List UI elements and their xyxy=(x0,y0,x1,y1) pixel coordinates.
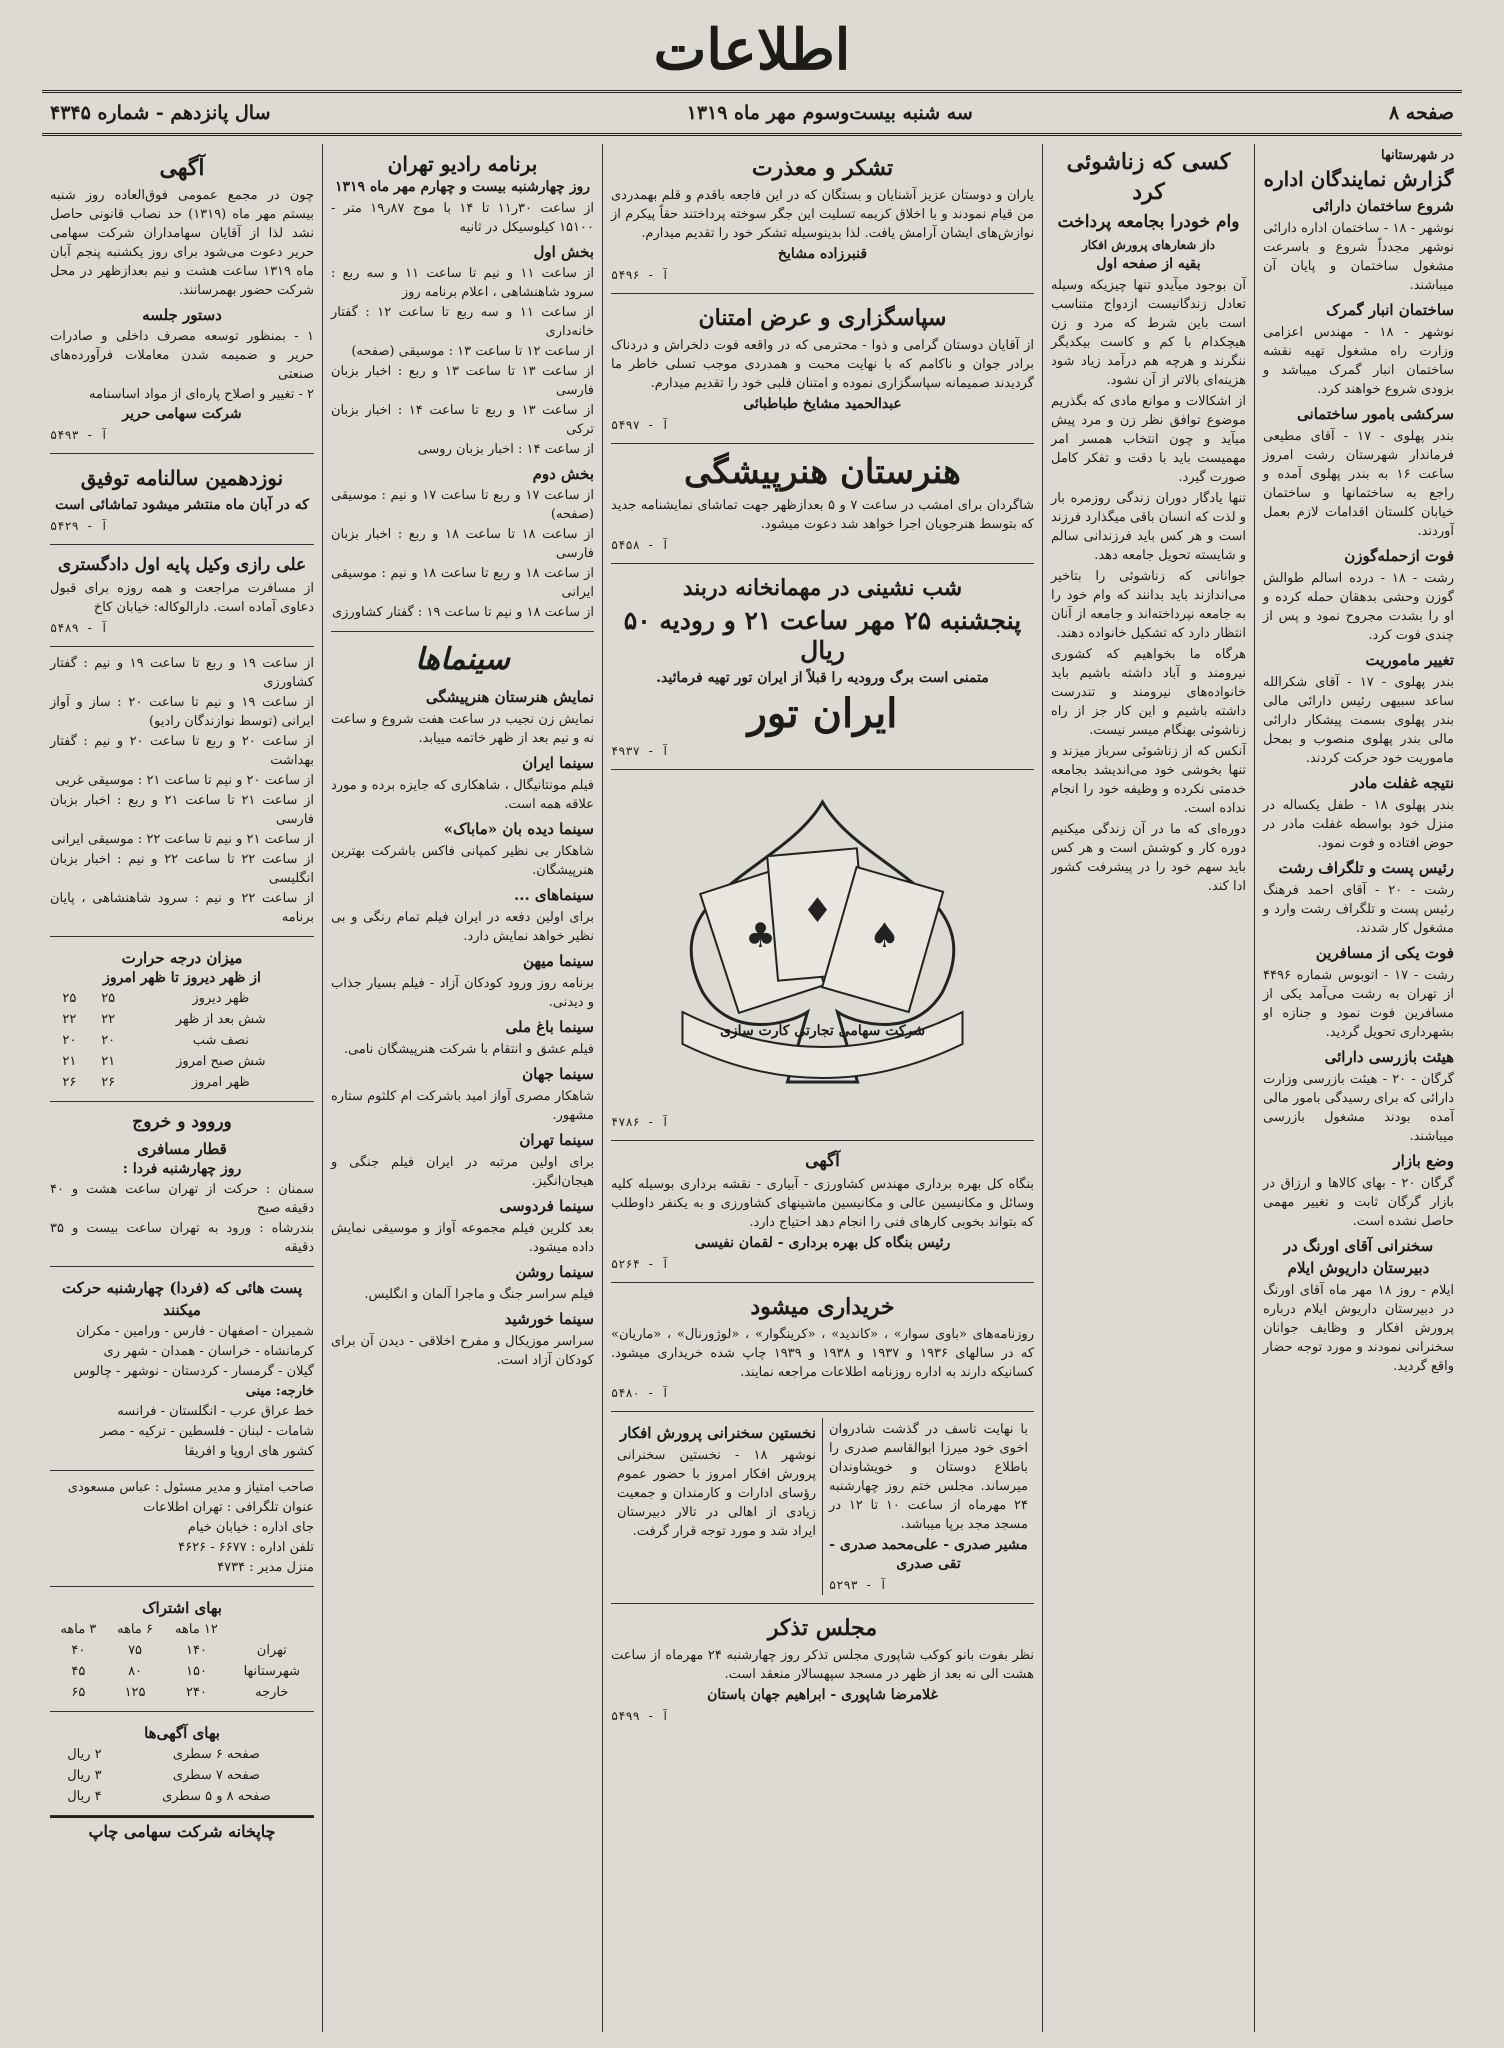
provinces-item: فوت ازحمله‌گوزن رشت - ۱۸ - درده اسالم طوالش گوزن وحشی بدهقان حمله کرده و او را بشدت مجروح نمود و پس از چندی فوت کرد. xyxy=(1263,547,1454,643)
subscription-table xyxy=(50,1619,314,1703)
publisher-box: صاحب امتیاز و مدیر مسئول : عباس مسعودی عنوان تلگرافی : تهران اطلاعات جای اداره : خیابان خیام تلفن اداره : ۶۶۷۷ - ۴۶۲۶ منزل مدیر : ۴۷۳۴ xyxy=(50,1471,314,1587)
table-cell: ۴۵ xyxy=(71,1664,86,1679)
table-row xyxy=(50,1682,314,1703)
ad-almanac: نوزدهمین سالنامه توفیق که در آبان ماه منتشر میشود تماشائی است آ - ۵۴۲۹ xyxy=(50,454,314,545)
table-row xyxy=(50,988,314,1009)
radio-line: از ساعت ۱۱ و سه ربع تا ساعت ۱۲ : گفتار خانه‌داری xyxy=(331,305,594,339)
provinces-item: فوت یکی از مسافرین رشت - ۱۷ - اتوبوس شماره ۴۴۹۶ از تهران به رشت می‌آمد یکی از مسافرین فوت نمود و جنازه او بشهرداری تحویل گردید. xyxy=(1263,944,1455,1040)
radio-line: از ساعت ۱۳ و ربع تا ساعت ۱۴ : اخبار بزبان ترکی xyxy=(331,403,594,437)
spade-icon: ♠ xyxy=(869,916,900,956)
radio-cinema-column xyxy=(322,144,602,2032)
table-cell: ۶ ماهه xyxy=(117,1622,153,1637)
table-cell: ۲۶ xyxy=(101,1075,116,1090)
cinema-item: سینما ایران فیلم مونتانیگال ، شاهکاری که جایزه برده و مورد علاقه همه است. xyxy=(331,754,594,812)
cinema-item: سینما دیده بان «ماباک» شاهکار بی نظیر کمپانی فاکس باشرکت بهترین هنرپیشگان. xyxy=(331,820,594,878)
table-cell: ۲۶ xyxy=(62,1075,77,1090)
provinces-item: رئیس پست و تلگراف رشت رشت - ۲۰ - آقای احمد فرهنگ رئیس پست و تلگراف رشت وارد و مشغول کار شدند. xyxy=(1263,859,1454,936)
radio-program-continued xyxy=(50,647,314,937)
article-subhead: وام خودرا بجامعه پرداخت xyxy=(1057,212,1240,232)
table-cell: ۲ ریال xyxy=(67,1747,102,1762)
table-cell: ۲۰ xyxy=(101,1033,116,1048)
table-cell: ظهر امروز xyxy=(191,1075,250,1090)
table-cell: ۸۰ xyxy=(128,1664,143,1679)
ad-iran-tour: شب نشینی در مهمانخانه دربند پنجشنبه ۲۵ مهر ساعت ۲۱ و رودیه ۵۰ ریال متمنی است برگ ورودیه را قبلاً از ایران تور تهیه فرمائید. ایران تور آ - ۴۹۳۷ xyxy=(611,564,1034,770)
article-paragraph: دوره‌ای که ما در آن زندگی میکنیم دوره کار و کوشش است و هر کس باید سهم خود را در پیشرفت کشور ادا کند. xyxy=(1051,822,1246,894)
masthead-title: اطلاعات xyxy=(653,17,851,83)
cinema-item: سینما فردوسی بعد کلرین فیلم مجموعه آواز و موسیقی نمایش داده میشود. xyxy=(331,1197,594,1255)
radio-line: از ساعت ۱۲ تا ساعت ۱۳ : موسیقی (صفحه) xyxy=(351,344,594,359)
ad-rates-table xyxy=(50,1744,314,1807)
table-row xyxy=(50,1744,314,1765)
cinema-item: نمایش هنرستان هنرپیشگی نمایش زن نجیب در ساعت هفت شروع و ساعت نه و نیم بعد از ظهر خاتمه مییابد. xyxy=(331,688,594,746)
club-icon: ♣ xyxy=(745,916,776,956)
cinema-item: سینما روشن فیلم سراسر جنگ و ماجرا آلمان و انگلیس. xyxy=(364,1263,594,1302)
table-row xyxy=(50,1030,314,1051)
table-cell: ۳ ماهه xyxy=(60,1622,97,1637)
article-paragraph: آنکس که از زناشوئی سرباز میزند و تنها بخوشی خود می‌اندیشد بجامعه خدمتی نکرده و وظیفه خود را انجام نداده است. xyxy=(1051,744,1246,816)
table-cell: تهران xyxy=(256,1643,287,1658)
provinces-item: هیئت بازرسی دارائی گرگان - ۲۰ - هیئت بازرسی وزارت دارائی که برای رسیدگی بامور مالی آمده بودند مشغول بازرسی میباشند. xyxy=(1263,1048,1454,1144)
left-sidebar xyxy=(42,144,322,2032)
radio-line: از ساعت ۱۸ و نیم تا ساعت ۱۹ : گفتار کشاورزی xyxy=(331,605,594,620)
table-cell: ۴ ریال xyxy=(67,1789,102,1804)
table-cell: شهرستانها xyxy=(243,1664,300,1679)
diamond-icon: ♦ xyxy=(802,891,833,931)
table-row xyxy=(50,1661,314,1682)
table-cell: شش صبح امروز xyxy=(176,1054,266,1069)
table-cell: ۲۴۰ xyxy=(185,1685,207,1700)
table-cell: ۲۵ xyxy=(62,991,77,1006)
article-continued: بقیه از صفحه اول xyxy=(1096,256,1201,272)
table-cell: ۶۵ xyxy=(71,1685,86,1700)
page-number: صفحه ۸ xyxy=(1388,102,1454,124)
radio-line: از ساعت ۱۷ و ربع تا ساعت ۱۷ و نیم : موسیقی (صفحه) xyxy=(331,488,594,522)
radio-line: از ساعت ۲۰ و ربع تا ساعت ۲۰ و نیم : گفتار بهداشت xyxy=(50,734,315,768)
radio-line: از ساعت ۲۱ و نیم تا ساعت ۲۲ : موسیقی ایرانی xyxy=(51,832,314,847)
table-cell: ۱۴۰ xyxy=(185,1643,207,1658)
column-left xyxy=(42,144,602,2032)
provinces-item: شروع ساختمان دارائی نوشهر - ۱۸ - ساختمان اداره دارائی نوشهر مجدداً شروع و باسرعت مشغول ساختمان و پایان آن میباشند. xyxy=(1263,197,1454,293)
ad-silk-company: آگهی چون در مجمع عمومی فوق‌العاده روز شنبه بیستم مهر ماه (۱۳۱۹) حد نصاب قانونی حاصل نشد لذا از آقایان سهامداران شرکت سهامی حریر دعوت می‌شود برای روز یکشنبه پنجم آبان ماه ۱۳۱۹ ساعت هشت و نیم بعدازظهر در محل شرکت حضور بهمرسانند. دستور جلسه ۱ - بمنظور توسعه مصرف داخلی و صادرات حریر و ضمیمه شدن معاملات فرآورده‌های صنعتی ۲ - تغییر و اصلاح پاره‌ای از مواد اساسنامه شرکت سهامی حریر آ - ۵۴۹۳ xyxy=(50,144,314,454)
table-cell: ۲۵ xyxy=(101,991,116,1006)
radio-line: از ساعت ۱۴ : اخبار بزبان روسی xyxy=(417,442,594,457)
provinces-item: ساختمان انبار گمرک نوشهر - ۱۸ - مهندس اعزامی وزارت راه مشغول تهیه نقشه ساختمان انبار گمرک میباشد و بزودی شروع خواهند کرد. xyxy=(1263,301,1454,397)
provinces-item: نتیجه غفلت مادر بندر پهلوی ۱۸ - طفل یکساله در منزل خود بواسطه غفلت مادر در حوض افتاده و فوت نمود. xyxy=(1263,774,1454,851)
cinema-item: سینماهای ... برای اولین دفعه در ایران فیلم تمام رنگی و بی نظیر خواهد نمایش دارد. xyxy=(331,886,594,944)
radio-line: از ساعت ۱۳ تا ساعت ۱۳ و ربع : اخبار بزبان فارسی xyxy=(331,364,594,398)
travel-box: وروود و خروج قطار مسافری روز چهارشنبه فردا : سمنان : حرکت از تهران ساعت هشت و ۴۰ دقیقه صبح بندرشاه : ورود به تهران ساعت بیست و ۳۵ دقیقه xyxy=(50,1102,314,1267)
ad-drama-school: هنرستان هنرپیشگی شاگردان برای امشب در ساعت ۷ و ۵ بعدازظهر جهت تماشای نمایشنامه جدید که بتوسط هنرجویان اجرا خواهد شد دعوت میشود. آ - ۵۴۵۸ xyxy=(611,444,1034,564)
table-cell: شش بعد از ظهر xyxy=(175,1012,266,1027)
radio-line: از ساعت ۱۸ تا ساعت ۱۸ و ربع : اخبار بزبان فارسی xyxy=(331,527,594,561)
post-box: پست هائی که (فردا) چهارشنبه حرکت میکنند شمیران - اصفهان - فارس - ورامین - مکران کرمانشاه - خراسان - همدان - شهر ری گیلان - گرمسار - کردستان - نوشهر - چالوس خارجه: مینی خط عراق عرب - انگلستان - فرانسه شامات - لبنان - فلسطین - ترکیه - مصر کشور های اروپا و افریقا xyxy=(50,1267,314,1471)
table-cell: ۲۲ xyxy=(62,1012,77,1027)
column-provinces xyxy=(1254,144,1462,2032)
table-cell: نصف شب xyxy=(192,1033,249,1048)
article-paragraph: جوانانی که زناشوئی را بتاخیر می‌اندازند باید بدانند که وام خود را به جامعه نپرداخته‌اند و جامعه از آنان انتظار دارد که تشکیل خانواده دهند. xyxy=(1051,569,1246,641)
ad-condolence: با نهایت تاسف در گذشت شادروان اخوی خود میرزا ابوالقاسم صدری را باطلاع دوستان و خویشاوندان میرساند. مجلس ختم روز چهارشنبه ۲۴ مهرماه از ساعت ۱۰ تا ۱۲ در مسجد مجد برپا میباشد. مشیر صدری - علی‌محمد صدری - تقی صدری آ - ۵۲۹۳ xyxy=(829,1422,1028,1592)
cinema-heading: سینماها xyxy=(415,642,510,677)
table-cell: ۲۰ xyxy=(62,1033,77,1048)
provinces-item: سخنرانی آقای اورنگ در دبیرستان داریوش ایلام ایلام - روز ۱۸ مهر ماه آقای اورنگ در دبیرستان داریوش ایلام درباره پرورش افکار و وظایف جوانان سخنرانی نمودند و مورد توجه حضار واقع گردید. xyxy=(1263,1237,1454,1374)
card-ad-banner-text: شرکت سهامی تجارتی کارت سازی xyxy=(719,1023,926,1039)
table-row xyxy=(50,1619,314,1640)
table-cell: ۱۲ ماهه xyxy=(175,1622,218,1637)
radio-line: از ساعت ۲۱ تا ساعت ۲۱ و ربع : اخبار بزبان فارسی xyxy=(50,793,314,827)
table-row xyxy=(50,1009,314,1030)
table-cell: صفحه ۸ و ۵ سطری xyxy=(162,1789,271,1804)
lecture-news: نخستین سخنرانی پرورش افکار نوشهر ۱۸ - نخستین سخنرانی پرورش افکار امروز با حضور عموم رؤسای ادارات و کارمندان و جمعیت زیادی از اهالی در تالار دبیرستان ایراد شد و مورد توجه قرار گرفت. xyxy=(611,1418,823,1595)
table-row xyxy=(50,1640,314,1661)
cinema-item: سینما خورشید سراسر موزیکال و مفرح اخلاقی - دیدن آن برای کودکان آزاد است. xyxy=(331,1310,594,1368)
section-label: در شهرستانها xyxy=(1381,148,1454,163)
ad-gratitude: سپاسگزاری و عرض امتنان از آقایان دوستان گرامی و ذوا - محترمی که در واقعه فوت دلخراش و دردناک برادر جوان و ناکامم که با نهایت محبت و همدردی موجب تسلی خاطر ما گردیدند صمیمانه سپاسگزاری نموده و امتنان قلبی خود را تقدیم میدارم. عبدالحمید مشایخ طباطبائی آ - ۵۴۹۷ xyxy=(611,294,1034,444)
table-cell: ۱۵۰ xyxy=(185,1664,207,1679)
ad-purchase: خریداری میشود روزنامه‌های «باوی سوار» ، «کاندید» ، «کرینگوار» ، «لوژورنال» ، «ماریان» که در سالهای ۱۹۳۶ و ۱۹۳۷ و ۱۹۳۸ و ۱۹۳۹ چاپ شده خریداری میشود. کسانیکه دارند به اداره روزنامه اطلاعات مراجعه نمایند. آ - ۵۴۸۰ xyxy=(611,1283,1034,1412)
ad-condolence-row xyxy=(611,1412,1034,1604)
table-cell: ۳ ریال xyxy=(67,1768,102,1783)
table-cell: ۲۱ xyxy=(101,1054,116,1069)
table-cell: ۱۲۵ xyxy=(124,1685,146,1700)
table-cell: ۷۵ xyxy=(128,1643,143,1658)
radio-line: از ساعت ۱۱ و نیم تا ساعت ۱۱ و سه ربع : سرود شاهنشاهی ، اعلام برنامه روز xyxy=(331,266,594,300)
radio-program: برنامه رادیو تهران روز چهارشنبه بیست و چهارم مهر ماه ۱۳۱۹ از ساعت ۳۰ر۱۱ تا ۱۴ با موج ۸۷ر۱۹ متر - ۱۵۱۰۰ کیلوسیکل در ثانیه بخش اول از ساعت ۱۱ و نیم تا ساعت ۱۱ و سه ربع : سرود شاهنشاهی ، اعلام برنامه روز از ساعت ۱۱ و سه ربع تا ساعت ۱۲ : گفتار خانه‌داری از ساعت ۱۲ تا ساعت ۱۳ : موسیقی (صفحه) از ساعت ۱۳ تا ساعت ۱۳ و ربع : اخبار بزبان فارسی از ساعت ۱۳ و ربع تا ساعت ۱۴ : اخبار بزبان ترکی از ساعت ۱۴ : اخبار بزبان روسی بخش دوم از ساعت ۱۷ و ربع تا ساعت ۱۷ و نیم : موسیقی (صفحه) از ساعت ۱۸ تا ساعت ۱۸ و ربع : اخبار بزبان فارسی از ساعت ۱۸ و ربع تا ساعت ۱۸ و نیم : موسیقی ایرانی از ساعت ۱۸ و نیم تا ساعت ۱۹ : گفتار کشاورزی xyxy=(331,152,595,620)
radio-line: از ساعت ۲۰ و نیم تا ساعت ۲۱ : موسیقی غربی xyxy=(55,773,314,788)
table-row xyxy=(50,1051,314,1072)
ad-rates-box: بهای آگهی‌ها صفحه ۶ سطری ۲ ریال صفحه ۷ سطری ۳ ریال صفحه ۸ و ۵ سطری ۴ ریال xyxy=(50,1712,314,1816)
ad-memorial: مجلس تذکر نظر بفوت بانو کوکب شاپوری مجلس تذکر روز چهارشنبه ۲۴ مهرماه از ساعت هشت الی نه بعد از ظهر در مسجد سپهسالار منعقد است. غلامرضا شاپوری - ابراهیم جهان باستان آ - ۵۴۹۹ xyxy=(611,1615,1034,1723)
table-row xyxy=(50,1765,314,1786)
temperature-box: میزان درجه حرارت از ظهر دیروز تا ظهر امروز ظهر دیروز ۲۵ ۲۵ شش بعد از ظهر ۲۲ ۲۲ نصف شب ۲۰ ۲۰ شش صبح امروز ۲۱ ۲۱ ظهر امروز ۲۶ ۲۶ xyxy=(50,937,314,1102)
article-paragraph: از اشکالات و موانع مادی که بگذریم موضوع توافق نظر زن و مرد پیش میآید و چون انتخاب همسر امر مهمیست باید با دقت و تفکر کامل صورت گیرد. xyxy=(1051,394,1246,485)
table-cell: ۲۱ xyxy=(62,1054,77,1069)
table-cell: صفحه ۶ سطری xyxy=(172,1747,260,1762)
cinema-item: سینما جهان شاهکار مصری آواز امید باشرکت ام کلثوم ستاره مشهور. xyxy=(331,1065,594,1123)
printer-credit: چاپخانه شرکت سهامی چاپ xyxy=(50,1816,314,1841)
radio-line: از ساعت ۲۲ تا ساعت ۲۲ و نیم : اخبار بزبان انگلیسی xyxy=(50,852,314,886)
table-cell: ظهر دیروز xyxy=(192,991,250,1006)
subscription-box: بهای اشتراک ۱۲ ماهه ۶ ماهه ۳ ماهه تهران ۱۴۰ ۷۵ ۴۰ شهرستانها ۱۵۰ ۸۰ ۴۵ خارجه ۲۴۰ ۱۲۵ ۶۵ xyxy=(50,1587,314,1712)
table-cell: ۲۲ xyxy=(101,1012,116,1027)
provinces-item: تغییر ماموریت بندر پهلوی - ۱۷ - آقای شکرالله ساعد سبیهی رئیس دارائی مالی بندر پهلوی بسمت پیشکار دارائی مالی بندر پهلوی منصوب و بمحل ماموریت خود حرکت کردند. xyxy=(1263,651,1454,766)
ad-playing-cards: ♣ ♦ ♠ شرکت سهامی تجارتی کارت سازی آ - ۴۷۸۶ xyxy=(611,770,1034,1141)
table-cell: صفحه ۷ سطری xyxy=(172,1768,260,1783)
provinces-item: وضع بازار گرگان ۲۰ - بهای کالاها و ارزاق در بازار گرگان ثابت و تغییر مهمی حاصل نشده است. xyxy=(1263,1152,1454,1229)
provinces-headline: گزارش نمایندگان اداره xyxy=(1263,167,1454,191)
article-paragraph: آن بوجود میآیدو تنها چیزیکه وسیله تعادل زندگانیست ازدواج متناسب است باین شرط که مرد و زن هیچکدام با کم و کاست بیکدیگر ننگرند و هرچه هم درآمد زیاد شود هزینه‌ای بالاتر از آن نشود. xyxy=(1051,278,1246,388)
dateline xyxy=(42,90,1462,136)
column-article xyxy=(1042,144,1254,2032)
radio-line: از ساعت ۱۹ و ربع تا ساعت ۱۹ و نیم : گفتار کشاورزی xyxy=(50,656,315,690)
ad-lawyer: علی رازی وکیل پایه اول دادگستری از مسافرت مراجعت و همه روزه برای قبول دعاوی آماده است. دارالوکاله: خیابان کاخ آ - ۵۴۸۹ xyxy=(50,545,314,647)
radio-line: از ساعت ۱۹ و نیم تا ساعت ۲۰ : ساز و آواز ایرانی (توسط نوازندگان رادیو) xyxy=(50,695,314,729)
cinema-section xyxy=(331,631,594,1370)
article-note: داز شعارهای پرورش افکار xyxy=(1081,238,1216,252)
ad-thanks: تشکر و معذرت یاران و دوستان عزیز آشنایان و بستگان که در این فاجعه باقدم و قلم بهمدردی من قیام نمودند و با اخلاق کریمه تسلیت این جگر سوخته پرداختند حقاً پیکرم از نوازش‌های ایشان آرامش یافت. لذا بدینوسیله تشکر خود را تقدیم میدارم. قنبرزاده مشایخ آ - ۵۴۹۶ xyxy=(611,144,1034,294)
issue-date: سه شنبه بیست‌وسوم مهر ماه ۱۳۱۹ xyxy=(686,102,973,124)
columns xyxy=(42,144,1462,2032)
article-paragraph: تنها یادگار دوران زندگی روزمره بار و لذت که انسان باقی میگذارد فرزند است و هر کس باید فرزندانی سالم و شایسته تحویل جامعه دهد. xyxy=(1051,491,1246,563)
table-cell: خارجه xyxy=(255,1685,289,1700)
cinema-item: سینما تهران برای اولین مرتبه در ایران فیلم جنگی و هیجان‌انگیز. xyxy=(331,1131,594,1189)
iran-tour-brand: ایران تور xyxy=(747,690,898,737)
temperature-table xyxy=(50,988,314,1093)
column-center-ads xyxy=(602,144,1042,2032)
ad-notice: آگهی بنگاه کل بهره برداری مهندس کشاورزی - آبیاری - نقشه برداری بوسیله کلیه وسائل و مکانیسین عالی و مکانیسین ماشینهای کشاورزی و به یکنفر داوطلب که بتواند بخوبی کارهای فنی را انجام دهد احتیاج دارد. رئیس بنگاه کل بهره برداری - لقمان نفیسی آ - ۵۲۶۴ xyxy=(611,1141,1034,1283)
provinces-item: سرکشی بامور ساختمانی بندر پهلوی - ۱۷ - آقای مطیعی فرماندار شهرستان رشت امروز ساعت ۱۶ به بندر پهلوی آمده و راجع به ساختمانها و ساختمان خیابان کلستان اقدامات لازم بعمل آوردند. xyxy=(1263,405,1454,539)
table-cell: ۴۰ xyxy=(71,1643,86,1658)
issue-number: سال پانزدهم - شماره ۴۳۴۵ xyxy=(50,102,271,124)
radio-line: از ساعت ۲۲ و نیم : سرود شاهنشاهی ، پایان برنامه xyxy=(50,891,314,925)
article-headline: کسی که زناشوئی کرد xyxy=(1066,149,1231,205)
radio-line: از ساعت ۱۸ و ربع تا ساعت ۱۸ و نیم : موسیقی ایرانی xyxy=(331,566,594,600)
table-row xyxy=(50,1072,314,1093)
cinema-item: سینما میهن برنامه روز ورود کودکان آزاد - فیلم بسیار جذاب و دیدنی. xyxy=(331,952,594,1010)
cinema-item: سینما باغ ملی فیلم عشق و انتقام با شرکت هنرپیشگان نامی. xyxy=(343,1018,594,1057)
table-cell xyxy=(230,1619,314,1640)
table-row xyxy=(50,1786,314,1807)
article-paragraph: هرگاه ما بخواهیم که کشوری نیرومند و آباد داشته باشیم باید خانواده‌های نیرومند و تندرست داشته باشیم و این کار جز از راه زناشوئی بهنگام میسر نیست. xyxy=(1051,647,1246,738)
